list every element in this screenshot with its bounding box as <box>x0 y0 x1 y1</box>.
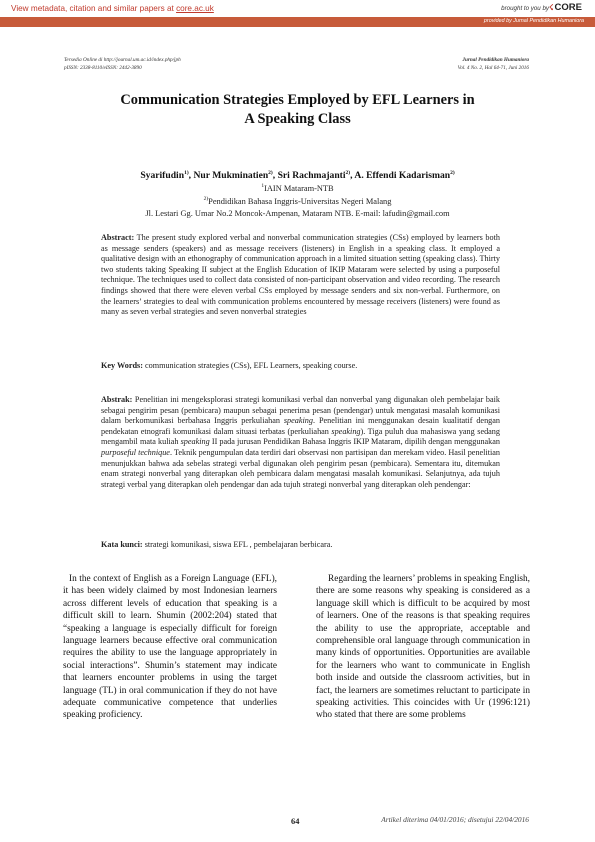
affiliation-sup: 1 <box>261 183 265 189</box>
journal-header-right <box>458 57 529 72</box>
abstrak-italic: speaking <box>283 416 313 426</box>
abstrak-text: II pada jurusan Pendidikan Bahasa Inggris IKIP Mataram, dipilih dengan menggunakan <box>209 437 500 447</box>
author-sup: 2) <box>345 170 351 176</box>
title-line-2: A Speaking Class <box>244 111 351 127</box>
brought-by-text: brought to you by <box>501 5 549 12</box>
author-sup: 2) <box>268 170 273 176</box>
journal-volume: Vol. 4 No. 2, Hal 64-71, Juni 2016 <box>457 64 529 71</box>
journal-issn-line: pISSN: 2338-8110/eISSN: 2442-3890 <box>64 64 142 71</box>
journal-name: Jurnal Pendidikan Humaniora <box>462 57 529 63</box>
abstract-indonesian <box>101 395 500 490</box>
provided-by-link[interactable]: provided by Jurnal Pendidikan Humaniora <box>483 18 584 24</box>
provided-by-bar <box>0 17 595 27</box>
abstrak-text: Penelitian ini mengeksplorasi strategi komunikasi verbal dan nonverbal yang digunakan oleh pembelajar baik sebagai pengirim pesan (pembicara) maupun sebagai penerima pesan (pendengar) untuk mengatasi masalah komunikasi dalam berkomunikasi berbahasa Inggris perkuliahan <box>101 395 500 426</box>
paper-title <box>60 91 535 129</box>
abstrak-italic: speaking <box>331 426 361 436</box>
keywords-english <box>101 361 500 372</box>
kata-kunci-text: strategi komunikasi, siswa EFL , pembelajaran berbicara. <box>142 540 333 549</box>
keywords-label: Key Words: <box>101 361 143 370</box>
abstrak-text: . Penelitian ini menggunakan desain kualitatif dengan pendekatan etnografi komunikasi dalam situasi terbatas (perkuliahan <box>101 416 500 436</box>
author-name: Syarifudin <box>140 170 185 182</box>
title-line-1: Communication Strategies Employed by EFL Learners in <box>120 92 475 108</box>
keywords-indonesian <box>101 540 500 551</box>
abstract-text: The present study explored verbal and nonverbal communication strategies (CSs) employed by learners both as message senders (speakers) and as message receivers (listeners) in English in a speaking class. It employed a qualitative design with an ethonography of communication approach in a limited situation setting (speaking class). Thirty two students taking Speaking II subject at the English Education of IKIP Mataram were selected by using a purposeful technique. The techniques used to collect data consisted of non-participant observation and video recording. The research findings showed that there were eleven verbal CSs employed by message senders and six non-verbal. Furthermore, on the learners’ strategies to deal with communication problems encountered by message receivers (listeners) were found as many as seven verbal strategies and seven nonverbal strategies <box>101 233 500 317</box>
abstrak-italic: speaking <box>180 437 210 447</box>
affiliation-1 <box>60 183 535 193</box>
journal-url-line: Tersedia Online di http://journal.um.ac.id/index.php/jph <box>64 57 181 63</box>
core-link-prefix: View metadata, citation and similar papers at <box>11 4 177 13</box>
author-list: Syarifudin$^{1)}$, Nur Mukminatien$^{2)}$, Sri Rachmajanti$^{2)}$, A. Effendi Kadarisman$^{2)}$ <box>140 170 455 182</box>
affiliation-sup: 2) <box>203 196 209 202</box>
core-banner <box>0 0 595 17</box>
affiliation-text: Pendidikan Bahasa Inggris-Universitas Negeri Malang <box>208 196 392 206</box>
keywords-text: communication strategies (CSs), EFL Learners, speaking course. <box>142 361 358 370</box>
page-number: 64 <box>291 817 300 826</box>
journal-header-left <box>64 57 181 72</box>
kata-kunci-label: Kata kunci: <box>101 540 143 549</box>
abstrak-label: Abstrak: <box>101 395 133 404</box>
core-logo-text: CORE <box>554 2 582 13</box>
abstract-label: Abstract: <box>101 233 135 242</box>
author-name: Nur Mukminatien <box>193 170 269 182</box>
body-column-right: Regarding the learners’ problems in speaking English, there are some reasons why speaking is considered as a language skill which is difficult to be acquired by most of learners. One of the reasons is that speaking requires the ability to use the appropriate, acceptable and comprehensible oral language through communication in many kinds of opportunities. Opportunities are available for the learners who want to communicate in English both inside and outside the classroom activities, but in fact, the learners are sometimes reluctant to participate in speaking activities. This coincides with Ur (1996:121) who stated that there are some problems <box>316 574 530 721</box>
core-swoosh-icon: ☇ <box>548 3 554 12</box>
author-name: A. Effendi Kadarisman <box>354 170 451 182</box>
affiliation-2 <box>60 196 535 206</box>
core-metadata-link[interactable] <box>11 4 214 13</box>
author-address: Jl. Lestari Gg. Umar No.2 Moncok-Ampenan, Mataram NTB. E-mail: lafudin@gmail.com <box>145 209 450 218</box>
abstrak-text: ). Tiga puluh dua mahasiswa yang sedang mengambil mata kuliah <box>101 426 500 447</box>
author-sup: 1) <box>184 170 189 176</box>
author-name: Sri Rachmajanti <box>277 170 346 182</box>
abstrak-text: . Teknik pengumpulan data terdiri dari observasi non partisipan dan merekam video. Hasil penelitian menunjukkan bahwa ada sebelas strategi verbal digunakan oleh pengirim pesan (pembicara). Sementara itu, ditemukan enam strategi nonverbal yang diterapkan oleh pembicara dalam mengatasi masalah komunikasi. Selanjutnya, ada tujuh strategi verbal yang diterapkan oleh pendengar dan ada tujuh strategi nonverbal yang diterapkan oleh pendengar: <box>101 447 500 489</box>
abstrak-italic: purposeful technique <box>101 447 170 457</box>
author-sup: 2) <box>450 170 455 176</box>
core-link-site[interactable]: core.ac.uk <box>176 4 214 13</box>
affiliation-text: IAIN Mataram-NTB <box>264 183 334 193</box>
core-logo[interactable] <box>549 2 582 13</box>
abstract-english <box>101 233 500 318</box>
body-column-left: In the context of English as a Foreign Language (EFL), it has been widely claimed by most Indonesian learners across different levels of education that speaking is a difficult skill to learn. Shumin (2002:204) stated that “speaking a language is especially difficult for foreign language learners because effective oral communication requires the ability to use the language appropriately in social interactions”. Shumin’s statement may indicate that learners encounter problems in using the target language (TL) in oral communication if they do not have adequate communicative competence that underlies speaking proficiency. <box>63 574 277 721</box>
article-dates: Artikel diterima 04/01/2016; disetujui 22/04/2016 <box>381 815 529 824</box>
